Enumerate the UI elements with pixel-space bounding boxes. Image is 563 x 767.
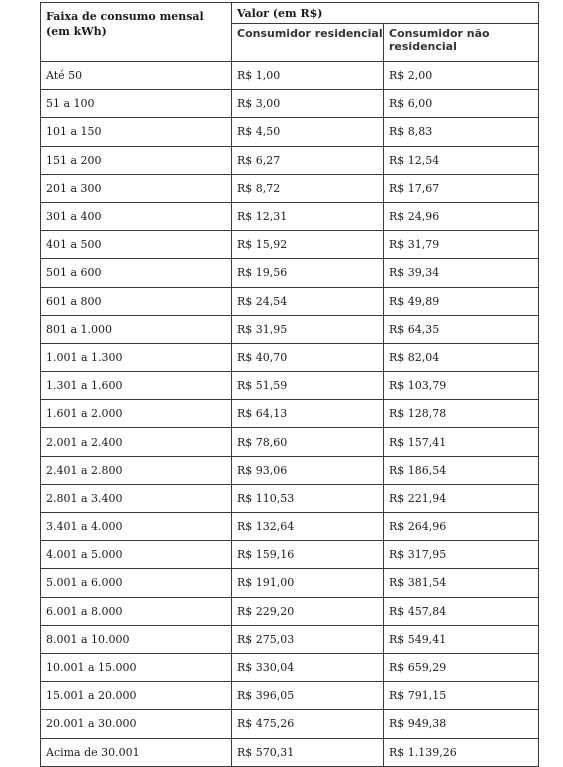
cell-faixa: 601 a 800 xyxy=(41,287,232,315)
cell-residencial: R$ 93,06 xyxy=(232,456,384,484)
cell-nao-residencial: R$ 12,54 xyxy=(384,146,539,174)
cell-faixa: 801 a 1.000 xyxy=(41,315,232,343)
cell-nao-residencial: R$ 186,54 xyxy=(384,456,539,484)
table-row xyxy=(41,569,539,597)
cell-faixa: 8.001 a 10.000 xyxy=(41,625,232,653)
cell-nao-residencial: R$ 157,41 xyxy=(384,428,539,456)
table-row xyxy=(41,174,539,202)
header-faixa: Faixa de consumo mensal (em kWh) xyxy=(41,3,232,62)
cell-residencial: R$ 570,31 xyxy=(232,738,384,766)
table-row xyxy=(41,231,539,259)
cell-faixa: 3.401 a 4.000 xyxy=(41,513,232,541)
table-row xyxy=(41,541,539,569)
cell-residencial: R$ 159,16 xyxy=(232,541,384,569)
header-row-top xyxy=(41,3,539,24)
table-row xyxy=(41,738,539,766)
cell-faixa: 1.001 a 1.300 xyxy=(41,343,232,371)
table-row xyxy=(41,146,539,174)
cell-residencial: R$ 191,00 xyxy=(232,569,384,597)
cell-residencial: R$ 475,26 xyxy=(232,710,384,738)
header-residencial: Consumidor residencial xyxy=(232,24,384,62)
cell-faixa: 15.001 a 20.000 xyxy=(41,682,232,710)
cell-residencial: R$ 40,70 xyxy=(232,343,384,371)
cell-residencial: R$ 396,05 xyxy=(232,682,384,710)
cell-nao-residencial: R$ 64,35 xyxy=(384,315,539,343)
cell-faixa: 401 a 500 xyxy=(41,231,232,259)
table-row xyxy=(41,315,539,343)
table-row xyxy=(41,202,539,230)
cell-residencial: R$ 78,60 xyxy=(232,428,384,456)
cell-faixa: 1.601 a 2.000 xyxy=(41,400,232,428)
cell-nao-residencial: R$ 31,79 xyxy=(384,231,539,259)
cell-faixa: Até 50 xyxy=(41,62,232,90)
cell-nao-residencial: R$ 6,00 xyxy=(384,90,539,118)
cell-residencial: R$ 275,03 xyxy=(232,625,384,653)
cell-faixa: 6.001 a 8.000 xyxy=(41,597,232,625)
table-row xyxy=(41,484,539,512)
cell-faixa: 4.001 a 5.000 xyxy=(41,541,232,569)
cell-faixa: 151 a 200 xyxy=(41,146,232,174)
cell-nao-residencial: R$ 8,83 xyxy=(384,118,539,146)
cell-nao-residencial: R$ 2,00 xyxy=(384,62,539,90)
cell-nao-residencial: R$ 659,29 xyxy=(384,653,539,681)
cell-nao-residencial: R$ 381,54 xyxy=(384,569,539,597)
cell-residencial: R$ 330,04 xyxy=(232,653,384,681)
table-row xyxy=(41,625,539,653)
table-row xyxy=(41,400,539,428)
cell-residencial: R$ 31,95 xyxy=(232,315,384,343)
cell-faixa: 501 a 600 xyxy=(41,259,232,287)
cell-nao-residencial: R$ 103,79 xyxy=(384,372,539,400)
cell-faixa: 5.001 a 6.000 xyxy=(41,569,232,597)
cell-residencial: R$ 1,00 xyxy=(232,62,384,90)
header-valor: Valor (em R$) xyxy=(232,3,539,24)
cell-faixa: 101 a 150 xyxy=(41,118,232,146)
table-row xyxy=(41,682,539,710)
cell-nao-residencial: R$ 82,04 xyxy=(384,343,539,371)
table-row xyxy=(41,259,539,287)
cell-faixa: 1.301 a 1.600 xyxy=(41,372,232,400)
cell-faixa: Acima de 30.001 xyxy=(41,738,232,766)
cell-nao-residencial: R$ 457,84 xyxy=(384,597,539,625)
table-row xyxy=(41,118,539,146)
cell-nao-residencial: R$ 128,78 xyxy=(384,400,539,428)
cell-faixa: 10.001 a 15.000 xyxy=(41,653,232,681)
cell-residencial: R$ 4,50 xyxy=(232,118,384,146)
cell-nao-residencial: R$ 24,96 xyxy=(384,202,539,230)
cell-faixa: 51 a 100 xyxy=(41,90,232,118)
table-row xyxy=(41,428,539,456)
cell-residencial: R$ 6,27 xyxy=(232,146,384,174)
cell-residencial: R$ 64,13 xyxy=(232,400,384,428)
cell-nao-residencial: R$ 221,94 xyxy=(384,484,539,512)
cell-nao-residencial: R$ 17,67 xyxy=(384,174,539,202)
cell-nao-residencial: R$ 317,95 xyxy=(384,541,539,569)
cell-residencial: R$ 12,31 xyxy=(232,202,384,230)
table-row xyxy=(41,597,539,625)
cell-faixa: 201 a 300 xyxy=(41,174,232,202)
cell-faixa: 2.001 a 2.400 xyxy=(41,428,232,456)
cell-residencial: R$ 24,54 xyxy=(232,287,384,315)
table-row xyxy=(41,653,539,681)
cell-faixa: 20.001 a 30.000 xyxy=(41,710,232,738)
tariff-table xyxy=(40,2,539,767)
cell-residencial: R$ 132,64 xyxy=(232,513,384,541)
cell-residencial: R$ 229,20 xyxy=(232,597,384,625)
cell-residencial: R$ 51,59 xyxy=(232,372,384,400)
cell-nao-residencial: R$ 791,15 xyxy=(384,682,539,710)
cell-faixa: 2.401 a 2.800 xyxy=(41,456,232,484)
table-row xyxy=(41,90,539,118)
cell-nao-residencial: R$ 549,41 xyxy=(384,625,539,653)
table-row xyxy=(41,456,539,484)
cell-residencial: R$ 19,56 xyxy=(232,259,384,287)
table-row xyxy=(41,710,539,738)
cell-nao-residencial: R$ 264,96 xyxy=(384,513,539,541)
cell-residencial: R$ 3,00 xyxy=(232,90,384,118)
table-row xyxy=(41,62,539,90)
table-body xyxy=(41,62,539,767)
cell-residencial: R$ 110,53 xyxy=(232,484,384,512)
cell-nao-residencial: R$ 949,38 xyxy=(384,710,539,738)
cell-residencial: R$ 8,72 xyxy=(232,174,384,202)
cell-faixa: 2.801 a 3.400 xyxy=(41,484,232,512)
cell-nao-residencial: R$ 1.139,26 xyxy=(384,738,539,766)
table-row xyxy=(41,343,539,371)
cell-nao-residencial: R$ 49,89 xyxy=(384,287,539,315)
cell-faixa: 301 a 400 xyxy=(41,202,232,230)
cell-nao-residencial: R$ 39,34 xyxy=(384,259,539,287)
table-row xyxy=(41,372,539,400)
cell-residencial: R$ 15,92 xyxy=(232,231,384,259)
header-nao-residencial: Consumidor não residencial xyxy=(384,24,539,62)
table-row xyxy=(41,287,539,315)
table-row xyxy=(41,513,539,541)
